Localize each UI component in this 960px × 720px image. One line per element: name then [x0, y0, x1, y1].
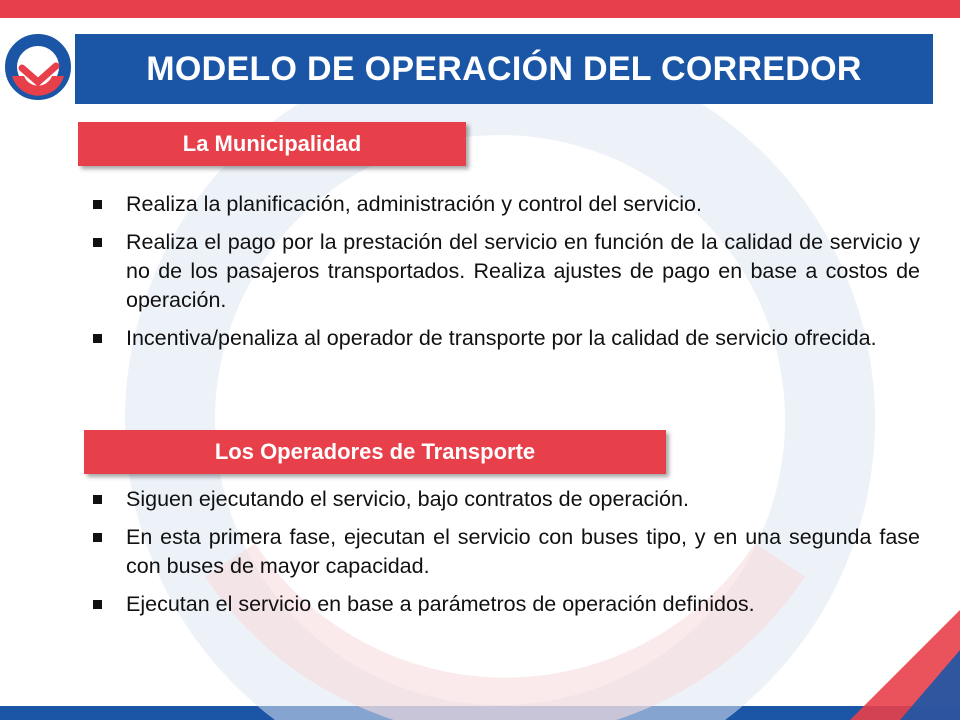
section-header-operadores: Los Operadores de Transporte: [84, 430, 666, 474]
square-bullet-icon: [93, 600, 102, 609]
operadores-bullet-list: [88, 485, 920, 628]
bullet-item: [88, 523, 920, 581]
bullet-item: [88, 485, 920, 514]
top-accent-stripe: [0, 0, 960, 18]
square-bullet-icon: [93, 334, 102, 343]
bullet-text: Incentiva/penaliza al operador de transporte por la calidad de servicio ofrecida.: [126, 326, 877, 350]
square-bullet-icon: [93, 238, 102, 247]
bullet-text: Realiza el pago por la prestación del servicio en función de la calidad de servicio y no de los pasajeros transportados. Realiza ajustes de pago en base a costos de operación.: [126, 230, 920, 312]
bullet-text: Siguen ejecutando el servicio, bajo contratos de operación.: [126, 487, 689, 511]
section-header-municipalidad: La Municipalidad: [78, 122, 466, 166]
circular-brand-logo-icon: [4, 24, 72, 110]
bullet-text: Ejecutan el servicio en base a parámetros de operación definidos.: [126, 592, 755, 616]
square-bullet-icon: [93, 533, 102, 542]
bullet-text: Realiza la planificación, administración y control del servicio.: [126, 192, 702, 216]
square-bullet-icon: [93, 200, 102, 209]
municipalidad-bullet-list: [88, 190, 920, 362]
title-banner: [75, 34, 933, 104]
bullet-text: En esta primera fase, ejecutan el servicio con buses tipo, y en una segunda fase con buses de mayor capacidad.: [126, 525, 920, 578]
bullet-item: [88, 190, 920, 219]
bullet-item: [88, 324, 920, 353]
bullet-item: [88, 590, 920, 619]
square-bullet-icon: [93, 495, 102, 504]
bullet-item: [88, 228, 920, 315]
bottom-accent-stripe: [0, 706, 960, 720]
page-title: MODELO DE OPERACIÓN DEL CORREDOR: [146, 49, 862, 88]
